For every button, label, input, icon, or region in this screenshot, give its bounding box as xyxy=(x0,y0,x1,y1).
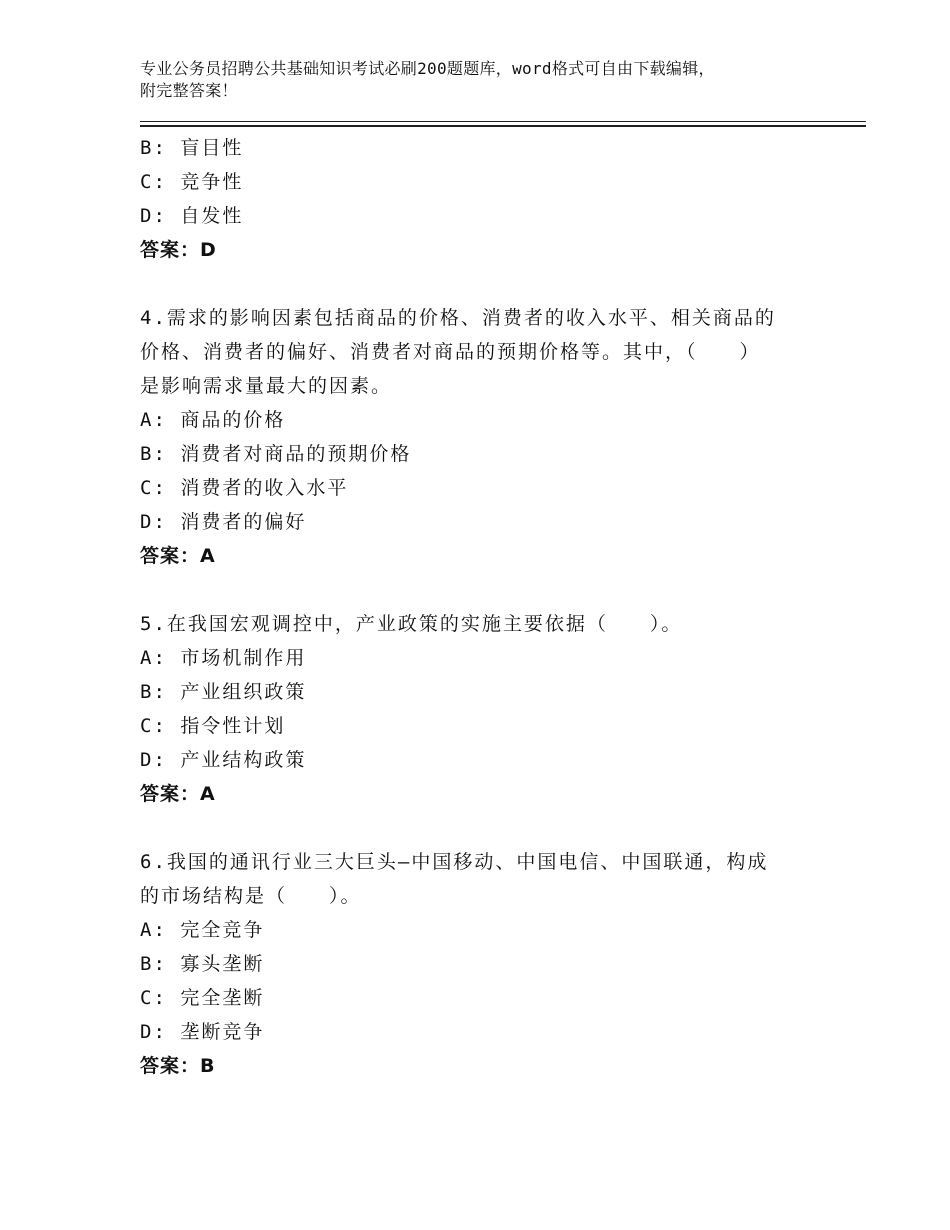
question-stem-line: 6.我国的通讯行业三大巨头—中国移动、中国电信、中国联通，构成 xyxy=(140,851,769,873)
question-6 xyxy=(140,845,840,1083)
document-body xyxy=(140,131,840,1083)
header-divider-thin xyxy=(140,121,866,122)
option-d: D: 消费者的偏好 xyxy=(140,511,307,533)
option-b: B: 寡头垄断 xyxy=(140,953,265,975)
header-line-1: 专业公务员招聘公共基础知识考试必刷200题题库，word格式可自由下载编辑， xyxy=(140,59,715,78)
answer-label: 答案：B xyxy=(140,1055,216,1077)
option-a: A: 商品的价格 xyxy=(140,409,286,431)
answer-label: 答案：D xyxy=(140,239,217,261)
option-c: C: 完全垄断 xyxy=(140,987,265,1009)
option-a: A: 完全竞争 xyxy=(140,919,265,941)
option-b: B: 消费者对商品的预期价格 xyxy=(140,443,412,465)
option-c: C: 指令性计划 xyxy=(140,715,286,737)
question-stem-line: 的市场结构是（ ）。 xyxy=(140,885,362,907)
question-stem-line: 是影响需求量最大的因素。 xyxy=(140,375,393,397)
question-stem-line: 价格、消费者的偏好、消费者对商品的预期价格等。其中，（ ） xyxy=(140,341,761,363)
option-b: B: 产业组织政策 xyxy=(140,681,307,703)
option-b: B: 盲目性 xyxy=(140,137,244,159)
question-4 xyxy=(140,301,840,573)
question-5 xyxy=(140,607,840,811)
question-stem-line: 5.在我国宏观调控中，产业政策的实施主要依据（ ）。 xyxy=(140,613,683,635)
header-line-2: 附完整答案！ xyxy=(140,81,238,100)
option-d: D: 垄断竞争 xyxy=(140,1021,265,1043)
question-3-continued xyxy=(140,131,840,267)
option-c: C: 竞争性 xyxy=(140,171,244,193)
option-c: C: 消费者的收入水平 xyxy=(140,477,349,499)
question-stem-line: 4.需求的影响因素包括商品的价格、消费者的收入水平、相关商品的 xyxy=(140,307,776,329)
document-header xyxy=(140,58,820,102)
header-divider-thick xyxy=(140,125,866,127)
option-a: A: 市场机制作用 xyxy=(140,647,307,669)
option-d: D: 自发性 xyxy=(140,205,244,227)
option-d: D: 产业结构政策 xyxy=(140,749,307,771)
answer-label: 答案：A xyxy=(140,783,216,805)
answer-label: 答案：A xyxy=(140,545,216,567)
